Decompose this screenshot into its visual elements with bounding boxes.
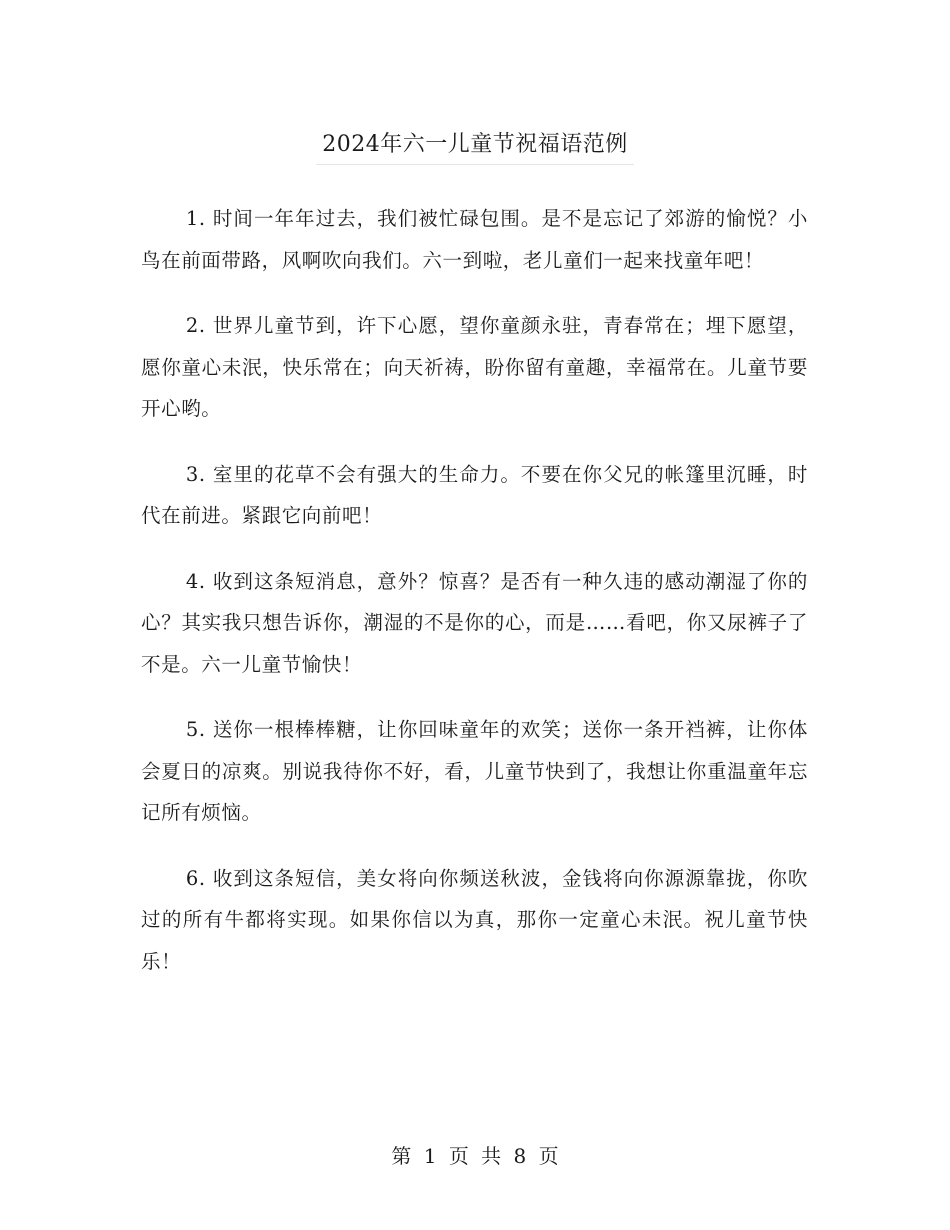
title-container bbox=[0, 126, 950, 165]
paragraph-1: 1. 时间一年年过去，我们被忙碌包围。是不是忘记了郊游的愉悦？小鸟在前面带路，风啊吹向我们。六一到啦，老儿童们一起来找童年吧！ bbox=[141, 207, 808, 272]
page-number-footer: 第 1 页 共 8 页 bbox=[391, 1144, 559, 1168]
paragraph-4: 4. 收到这条短消息，意外？惊喜？是否有一种久违的感动潮湿了你的心？其实我只想告诉你，潮湿的不是你的心，而是……看吧，你又尿裤子了不是。六一儿童节愉快！ bbox=[141, 569, 808, 676]
document-body bbox=[141, 198, 808, 1006]
document-title: 2024年六一儿童节祝福语范例 bbox=[316, 126, 634, 165]
paragraph-3: 3. 室里的花草不会有强大的生命力。不要在你父兄的帐篷里沉睡，时代在前进。紧跟它向前吧！ bbox=[141, 462, 808, 527]
paragraph-2: 2. 世界儿童节到，许下心愿，望你童颜永驻，青春常在；埋下愿望，愿你童心未泯，快乐常在；向天祈祷，盼你留有童趣，幸福常在。儿童节要开心哟。 bbox=[141, 314, 808, 420]
paragraph-5: 5. 送你一根棒棒糖，让你回味童年的欢笑；送你一条开裆裤，让你体会夏日的凉爽。别说我待你不好，看，儿童节快到了，我想让你重温童年忘记所有烦恼。 bbox=[141, 718, 808, 824]
paragraph-6: 6. 收到这条短信，美女将向你频送秋波，金钱将向你源源靠拢，你吹过的所有牛都将实现。如果你信以为真，那你一定童心未泯。祝儿童节快乐！ bbox=[141, 866, 808, 973]
